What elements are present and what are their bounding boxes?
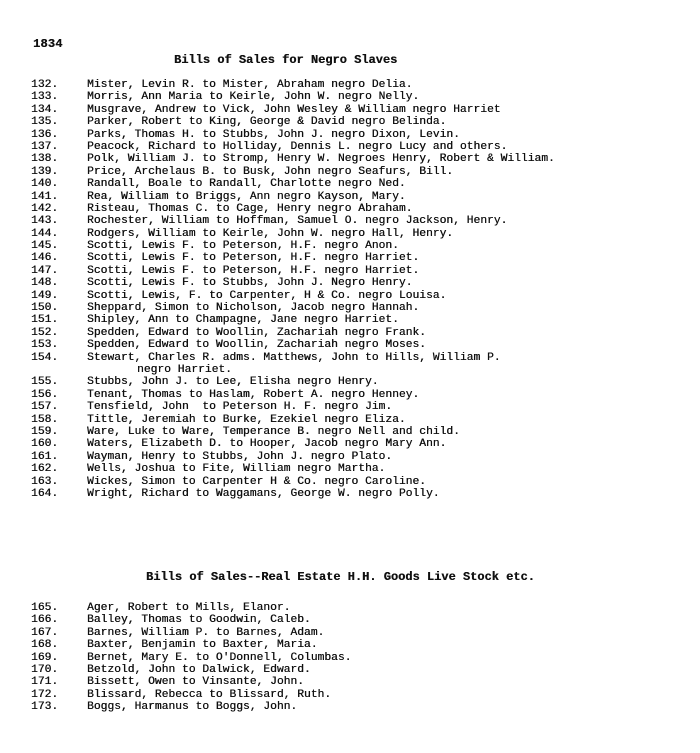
entry-text: Bernet, Mary E. to O'Donnell, Columbas. [87, 651, 352, 664]
list-item [31, 689, 696, 701]
entry-text: Wickes, Simon to Carpenter H & Co. negro Caroline. [87, 475, 426, 488]
entry-number: 159. [31, 425, 59, 438]
list-item [31, 166, 696, 178]
list-item [31, 178, 696, 190]
list-item [31, 265, 696, 277]
entry-number: 132. [31, 79, 59, 91]
entry-number: 133. [31, 91, 59, 104]
entry-text: Spedden, Edward to Woollin, Zachariah negro Moses. [87, 339, 426, 352]
entry-text: Price, Archelaus B. to Busk, John negro Seafurs, Bill. [87, 165, 454, 178]
entry-text: Scotti, Lewis, F. to Carpenter, H & Co. negro Louisa. [87, 289, 447, 302]
entry-number: 166. [31, 614, 59, 627]
list-item [31, 339, 696, 351]
entry-number: 170. [31, 663, 59, 676]
list-item [31, 652, 696, 664]
list-item [31, 602, 696, 614]
entry-text: Ware, Luke to Ware, Temperance B. negro Nell and child. [87, 425, 460, 438]
page-year: 1834 [33, 37, 63, 51]
list-item [31, 141, 696, 153]
section-title-real-estate: Bills of Sales--Real Estate H.H. Goods Live Stock etc. [146, 570, 535, 584]
entry-text: Polk, William J. to Stromp, Henry W. Negroes Henry, Robert & William. [87, 153, 555, 166]
list-item [31, 463, 696, 475]
list-item [31, 215, 696, 227]
entry-text: Barnes, William P. to Barnes, Adam. [87, 626, 325, 639]
list-item [31, 129, 696, 141]
entry-text: Risteau, Thomas C. to Cage, Henry negro Abraham. [87, 202, 413, 215]
list-item [31, 614, 696, 626]
entry-number: 162. [31, 463, 59, 476]
entry-text: Scotti, Lewis F. to Peterson, H.F. negro Harriet. [87, 264, 420, 277]
entry-number: 140. [31, 178, 59, 191]
list-item [31, 228, 696, 240]
entry-number: 146. [31, 252, 59, 265]
entry-text: Rochester, William to Hoffman, Samuel O. negro Jackson, Henry. [87, 215, 508, 228]
list-item [31, 91, 696, 103]
entry-text: Wright, Richard to Waggamans, George W. negro Polly. [87, 487, 440, 500]
entry-number: 144. [31, 227, 59, 240]
entry-number: 135. [31, 116, 59, 129]
entry-text: Scotti, Lewis F. to Stubbs, John J. Negro Henry. [87, 277, 413, 290]
list-item [31, 451, 696, 463]
entry-number-blank [31, 364, 87, 376]
entry-list-negro-slaves [31, 79, 696, 500]
entry-text: Mister, Levin R. to Mister, Abraham negro Delia. [87, 79, 413, 91]
entry-text: Waters, Elizabeth D. to Hooper, Jacob negro Mary Ann. [87, 438, 447, 451]
entry-text: Wells, Joshua to Fite, William negro Martha. [87, 463, 386, 476]
list-item [31, 153, 696, 165]
entry-text: Scotti, Lewis F. to Peterson, H.F. negro Harriet. [87, 252, 420, 265]
list-item [31, 277, 696, 289]
entry-number: 138. [31, 153, 59, 166]
entry-number: 143. [31, 215, 59, 228]
entry-number: 141. [31, 190, 59, 203]
entry-text: Morris, Ann Maria to Keirle, John W. negro Nelly. [87, 91, 420, 104]
entry-text: Tenant, Thomas to Haslam, Robert A. negro Henney. [87, 388, 420, 401]
entry-text: Parks, Thomas H. to Stubbs, John J. negro Dixon, Levin. [87, 128, 460, 141]
list-item [31, 314, 696, 326]
entry-number: 171. [31, 676, 59, 689]
list-item [31, 352, 696, 364]
entry-number: 164. [31, 487, 59, 500]
list-item [31, 191, 696, 203]
entry-number: 173. [31, 701, 59, 714]
list-item [31, 476, 696, 488]
list-item-continuation [31, 364, 696, 376]
entry-number: 142. [31, 202, 59, 215]
entry-number: 167. [31, 626, 59, 639]
entry-text: Tensfield, John to Peterson H. F. negro Jim. [87, 401, 393, 414]
list-item [31, 426, 696, 438]
entry-list-real-estate [31, 602, 696, 714]
list-item [31, 116, 696, 128]
entry-number: 149. [31, 289, 59, 302]
list-item [31, 627, 696, 639]
entry-text: Rodgers, William to Keirle, John W. negro Hall, Henry. [87, 227, 454, 240]
entry-text: Balley, Thomas to Goodwin, Caleb. [87, 614, 311, 627]
list-item [31, 401, 696, 413]
list-item [31, 376, 696, 388]
entry-number: 168. [31, 639, 59, 652]
list-item [31, 203, 696, 215]
entry-number: 134. [31, 103, 59, 116]
entry-number: 158. [31, 413, 59, 426]
entry-text: Stubbs, John J. to Lee, Elisha negro Henry. [87, 376, 379, 389]
entry-text: Randall, Boale to Randall, Charlotte negro Ned. [87, 178, 406, 191]
list-item [31, 302, 696, 314]
entry-number: 145. [31, 240, 59, 253]
entry-number: 136. [31, 128, 59, 141]
entry-text: Sheppard, Simon to Nicholson, Jacob negro Hannah. [87, 302, 420, 315]
entry-text: Boggs, Harmanus to Boggs, John. [87, 701, 298, 714]
entry-text: Rea, William to Briggs, Ann negro Kayson, Mary. [87, 190, 406, 203]
list-item [31, 79, 696, 91]
entry-number: 153. [31, 339, 59, 352]
entry-number: 152. [31, 326, 59, 339]
entry-text: Spedden, Edward to Woollin, Zachariah negro Frank. [87, 326, 426, 339]
list-item [31, 252, 696, 264]
entry-number: 161. [31, 450, 59, 463]
entry-text: Baxter, Benjamin to Baxter, Maria. [87, 639, 318, 652]
entry-number: 172. [31, 688, 59, 701]
entry-number: 151. [31, 314, 59, 327]
list-item [31, 414, 696, 426]
list-item [31, 104, 696, 116]
entry-number: 165. [31, 602, 59, 614]
entry-number: 155. [31, 376, 59, 389]
entry-number: 169. [31, 651, 59, 664]
entry-text: Ager, Robert to Mills, Elanor. [87, 602, 291, 614]
entry-number: 147. [31, 264, 59, 277]
list-item [31, 389, 696, 401]
entry-text: Tittle, Jeremiah to Burke, Ezekiel negro Eliza. [87, 413, 406, 426]
list-item [31, 240, 696, 252]
list-item [31, 664, 696, 676]
entry-number: 148. [31, 277, 59, 290]
entry-text: Shipley, Ann to Champagne, Jane negro Harriet. [87, 314, 399, 327]
list-item [31, 639, 696, 651]
list-item [31, 327, 696, 339]
entry-number: 156. [31, 388, 59, 401]
entry-number: 139. [31, 165, 59, 178]
entry-number: 160. [31, 438, 59, 451]
entry-text: Betzold, John to Dalwick, Edward. [87, 663, 311, 676]
list-item [31, 676, 696, 688]
list-item [31, 438, 696, 450]
entry-number: 154. [31, 351, 59, 364]
entry-number: 163. [31, 475, 59, 488]
entry-text: Peacock, Richard to Holliday, Dennis L. negro Lucy and others. [87, 140, 508, 153]
entry-text: Stewart, Charles R. adms. Matthews, John to Hills, William P. [87, 351, 501, 364]
entry-text: Wayman, Henry to Stubbs, John J. negro Plato. [87, 450, 393, 463]
entry-text: Parker, Robert to King, George & David negro Belinda. [87, 116, 447, 129]
entry-text: Scotti, Lewis F. to Peterson, H.F. negro Anon. [87, 240, 399, 253]
section-title-negro-slaves: Bills of Sales for Negro Slaves [174, 53, 398, 67]
list-item [31, 290, 696, 302]
entry-text: Bissett, Owen to Vinsante, John. [87, 676, 304, 689]
entry-text: Blissard, Rebecca to Blissard, Ruth. [87, 688, 332, 701]
list-item [31, 701, 696, 713]
entry-number: 137. [31, 140, 59, 153]
entry-number: 157. [31, 401, 59, 414]
entry-text: Musgrave, Andrew to Vick, John Wesley & William negro Harriet [87, 103, 501, 116]
entry-number: 150. [31, 302, 59, 315]
entry-text-continuation: negro Harriet. [137, 363, 232, 376]
list-item [31, 488, 696, 500]
